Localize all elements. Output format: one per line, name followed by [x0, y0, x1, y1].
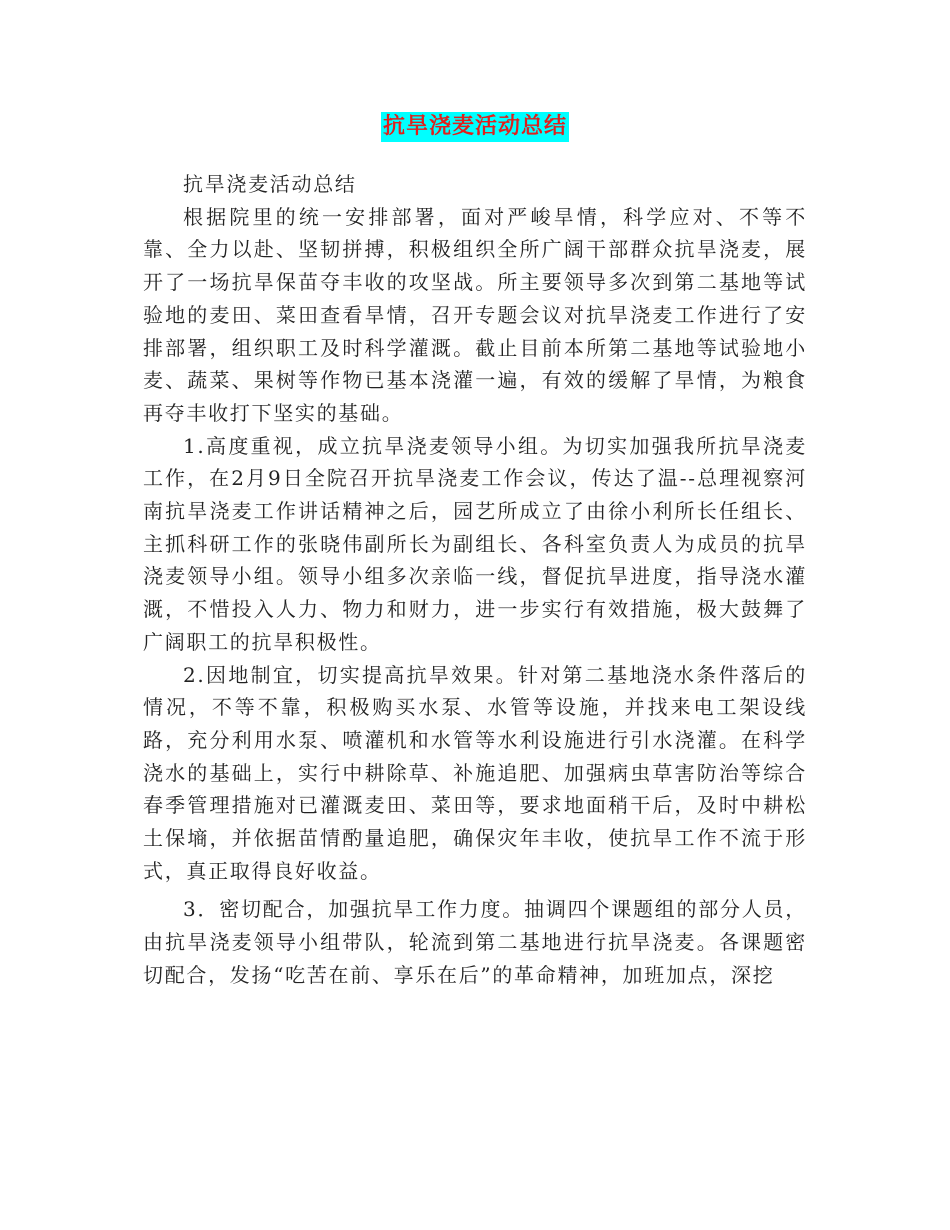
document-title: 抗旱浇麦活动总结	[381, 112, 569, 142]
paragraph-point-3: 3．密切配合，加强抗旱工作力度。抽调四个课题组的部分人员，由抗旱浇麦领导小组带队，轮流到第二基地进行抗旱浇麦。各课题密切配合，发扬“吃苦在前、享乐在后”的革命精神，加班加点，深挖	[143, 897, 807, 987]
paragraph-intro: 根据院里的统一安排部署，面对严峻旱情，科学应对、不等不靠、全力以赴、坚韧拼搏，积极组织全所广阔干部群众抗旱浇麦，展开了一场抗旱保苗夺丰收的攻坚战。所主要领导多次到第二基地等试验地的麦田、菜田查看旱情，召开专题会议对抗旱浇麦工作进行了安排部署，组织职工及时科学灌溉。截止目前本所第二基地等试验地小麦、蔬菜、果树等作物已基本浇灌一遍，有效的缓解了旱情，为粮食再夺丰收打下坚实的基础。	[143, 204, 807, 425]
paragraph-point-1: 1.高度重视，成立抗旱浇麦领导小组。为切实加强我所抗旱浇麦工作，在2月9日全院召开抗旱浇麦工作会议，传达了温--总理视察河南抗旱浇麦工作讲话精神之后，园艺所成立了由徐小利所长任组长、主抓科研工作的张晓伟副所长为副组长、各科室负责人为成员的抗旱浇麦领导小组。领导小组多次亲临一线，督促抗旱进度，指导浇水灌溉，不惜投入人力、物力和财力，进一步实行有效措施，极大鼓舞了广阔职工的抗旱积极性。	[143, 433, 807, 654]
paragraph-subtitle: 抗旱浇麦活动总结	[183, 172, 357, 196]
document-body	[143, 168, 807, 992]
paragraph-point-2: 2.因地制宜，切实提高抗旱效果。针对第二基地浇水条件落后的情况，不等不靠，积极购买水泵、水管等设施，并找来电工架设线路，充分利用水泵、喷灌机和水管等水利设施进行引水浇灌。在科学浇水的基础上，实行中耕除草、补施追肥、加强病虫草害防治等综合春季管理措施对已灌溉麦田、菜田等，要求地面稍干后，及时中耕松土保墒，并依据苗情酌量追肥，确保灾年丰收，使抗旱工作不流于形式，真正取得良好收益。	[143, 662, 807, 883]
title-container	[0, 112, 950, 142]
